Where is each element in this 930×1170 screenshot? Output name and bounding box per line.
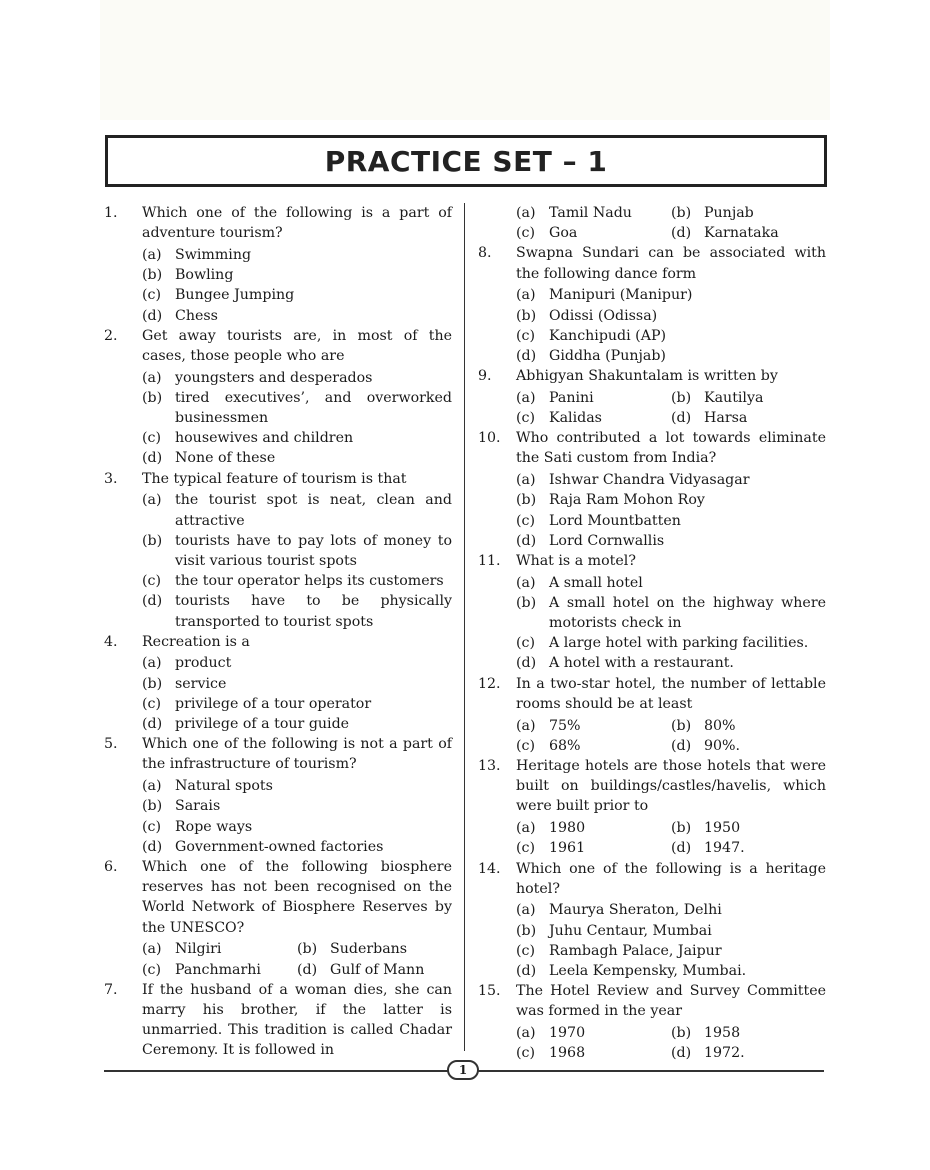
answer-option	[104, 428, 452, 448]
option-letter: (d)	[516, 347, 537, 364]
option-letter: (d)	[516, 963, 537, 980]
option-letter: (c)	[516, 635, 536, 652]
answer-option-grid	[478, 203, 826, 243]
option-letter: (c)	[142, 430, 162, 447]
answer-option	[516, 388, 671, 408]
option-text: A hotel with a restaurant.	[549, 655, 734, 672]
option-letter: (a)	[142, 655, 162, 672]
answer-option	[671, 388, 826, 408]
question-number: 7.	[104, 981, 118, 998]
answer-option	[478, 490, 826, 510]
question-number: 5.	[104, 736, 118, 753]
answer-option	[478, 573, 826, 593]
question-number: 1.	[104, 205, 118, 221]
question-text: Which one of the following is a part of adventure tourism?	[142, 205, 452, 242]
option-letter: (b)	[516, 492, 537, 509]
option-text: 1970	[549, 1025, 586, 1042]
answer-option	[516, 408, 671, 428]
option-text: product	[175, 655, 232, 672]
answer-option	[478, 921, 826, 941]
answer-option-grid	[478, 1023, 826, 1063]
question-number: 8.	[478, 245, 492, 262]
answer-option	[671, 736, 826, 756]
option-text: 1947.	[704, 840, 745, 857]
option-letter: (d)	[516, 532, 537, 549]
option-letter: (c)	[142, 961, 162, 978]
answer-option	[516, 838, 671, 858]
question-text: The typical feature of tourism is that	[142, 470, 407, 487]
answer-option	[671, 203, 826, 223]
option-letter: (c)	[516, 942, 536, 959]
option-letter: (b)	[142, 798, 163, 815]
answer-option	[478, 633, 826, 653]
question-number: 13.	[478, 757, 501, 774]
answer-option	[516, 223, 671, 243]
option-letter: (c)	[142, 287, 162, 304]
answer-option	[478, 470, 826, 490]
question-text: Which one of the following is not a part of the infrastructure of tourism?	[142, 736, 452, 773]
option-text: Maurya Sheraton, Delhi	[549, 902, 722, 919]
option-letter: (a)	[516, 902, 536, 919]
option-letter: (a)	[142, 778, 162, 795]
option-letter: (d)	[142, 450, 163, 467]
option-text: Juhu Centaur, Mumbai	[549, 922, 712, 939]
answer-option	[104, 448, 452, 468]
answer-option	[478, 961, 826, 981]
option-letter: (b)	[142, 532, 163, 549]
option-text: Raja Ram Mohon Roy	[549, 492, 705, 509]
question-text: If the husband of a woman dies, she can marry his brother, if the latter is unmarried. This tradition is called Chadar Ceremony. It is followed in	[142, 981, 452, 1059]
answer-option	[671, 1023, 826, 1043]
answer-option	[478, 346, 826, 366]
option-text: Bowling	[175, 267, 234, 284]
question-text: Which one of the following biosphere reserves has not been recognised on the World Network of Biosphere Reserves by the UNESCO?	[142, 859, 452, 936]
option-text: 1958	[704, 1025, 741, 1042]
option-letter: (c)	[516, 737, 536, 754]
question-text: The Hotel Review and Survey Committee was formed in the year	[516, 983, 826, 1020]
option-text: Ishwar Chandra Vidyasagar	[549, 472, 750, 489]
option-text: the tourist spot is neat, clean and attractive	[175, 492, 452, 529]
option-text: Lord Cornwallis	[549, 532, 665, 549]
option-letter: (b)	[516, 594, 537, 611]
option-text: Kanchipudi (AP)	[549, 327, 667, 344]
answer-option	[671, 818, 826, 838]
question-number: 10.	[478, 430, 501, 447]
answer-option	[104, 674, 452, 694]
question-number: 2.	[104, 327, 118, 344]
question-stem	[478, 674, 826, 714]
option-text: Kalidas	[549, 410, 602, 427]
answer-option	[104, 531, 452, 571]
answer-option	[478, 511, 826, 531]
answer-option	[142, 939, 297, 959]
option-text: tired executives’, and overworked businessmen	[175, 389, 452, 427]
answer-option	[104, 714, 452, 734]
answer-option	[104, 796, 452, 816]
page-number: 1	[458, 1063, 468, 1077]
answer-option	[104, 817, 452, 837]
option-letter: (a)	[142, 246, 162, 263]
answer-option-grid	[478, 716, 826, 756]
answer-option	[478, 900, 826, 920]
answer-option	[104, 285, 452, 305]
option-text: Bungee Jumping	[175, 287, 295, 304]
answer-option	[104, 245, 452, 265]
option-letter: (b)	[671, 389, 692, 406]
option-text: privilege of a tour operator	[175, 695, 372, 712]
option-text: Suderbans	[330, 941, 408, 958]
page-title-box	[105, 135, 827, 187]
option-letter: (c)	[142, 695, 162, 712]
answer-option	[297, 960, 452, 980]
answer-option	[516, 716, 671, 736]
question-stem	[104, 980, 452, 1061]
answer-option	[516, 1023, 671, 1043]
question-number: 15.	[478, 983, 501, 1000]
question-stem	[478, 859, 826, 899]
option-letter: (d)	[142, 716, 163, 733]
question-number: 9.	[478, 368, 492, 385]
option-text: Gulf of Mann	[330, 961, 425, 978]
question-stem	[478, 756, 826, 817]
answer-option	[671, 223, 826, 243]
answer-option-grid	[104, 939, 452, 979]
answer-option	[104, 306, 452, 326]
option-text: 1961	[549, 840, 586, 857]
answer-option	[478, 326, 826, 346]
question-stem	[104, 632, 452, 652]
answer-option	[671, 716, 826, 736]
option-letter: (c)	[516, 410, 536, 427]
option-letter: (b)	[671, 820, 692, 837]
question-stem	[104, 326, 452, 366]
answer-option	[478, 531, 826, 551]
option-text: the tour operator helps its customers	[175, 573, 444, 590]
question-stem	[478, 428, 826, 468]
question-text: In a two-star hotel, the number of lettable rooms should be at least	[516, 675, 826, 712]
option-letter: (b)	[142, 675, 163, 692]
answer-option	[478, 941, 826, 961]
option-text: A large hotel with parking facilities.	[549, 635, 809, 652]
option-letter: (a)	[516, 1025, 536, 1042]
question-stem	[104, 734, 452, 774]
option-text: Rope ways	[175, 818, 253, 835]
option-letter: (d)	[297, 961, 318, 978]
answer-option	[671, 408, 826, 428]
option-text: tourists have to be physically transported to tourist spots	[175, 593, 452, 630]
page-title: PRACTICE SET – 1	[324, 144, 608, 178]
question-text: Recreation is a	[142, 633, 250, 650]
answer-option	[104, 694, 452, 714]
option-letter: (a)	[142, 369, 162, 386]
option-text: service	[175, 675, 227, 692]
answer-option	[478, 653, 826, 673]
option-text: Swimming	[175, 246, 252, 263]
question-text: Who contributed a lot towards eliminate the Sati custom from India?	[516, 430, 826, 467]
option-text: 75%	[549, 717, 581, 734]
option-letter: (a)	[516, 717, 536, 734]
answer-option	[516, 736, 671, 756]
option-letter: (c)	[516, 512, 536, 529]
answer-option	[104, 591, 452, 631]
option-text: housewives and children	[175, 430, 354, 447]
option-text: Panini	[549, 389, 594, 406]
top-margin-band	[100, 0, 830, 120]
option-text: Rambagh Palace, Jaipur	[549, 942, 722, 959]
answer-option-grid	[478, 388, 826, 428]
option-letter: (a)	[142, 492, 162, 509]
option-text: Panchmarhi	[175, 961, 261, 978]
option-letter: (d)	[516, 655, 537, 672]
option-text: Tamil Nadu	[549, 205, 632, 221]
option-text: 90%.	[704, 737, 741, 754]
option-letter: (b)	[297, 941, 318, 958]
option-text: Sarais	[175, 798, 221, 815]
option-text: A small hotel on the highway where motorists check in	[549, 594, 826, 632]
question-number: 4.	[104, 633, 118, 650]
question-number: 11.	[478, 552, 501, 569]
question-number: 14.	[478, 860, 501, 877]
answer-option	[104, 265, 452, 285]
answer-option	[104, 776, 452, 796]
answer-option	[104, 388, 452, 428]
answer-option	[104, 368, 452, 388]
question-stem	[478, 366, 826, 386]
option-letter: (b)	[671, 205, 692, 221]
question-text: Get away tourists are, in most of the cases, those people who are	[142, 327, 452, 364]
answer-option	[516, 203, 671, 223]
question-text: Swapna Sundari can be associated with the following dance form	[516, 245, 826, 282]
option-text: Goa	[549, 225, 578, 242]
option-letter: (b)	[142, 267, 163, 284]
option-letter: (d)	[671, 1045, 692, 1062]
answer-option	[671, 838, 826, 858]
option-text: 80%	[704, 717, 736, 734]
option-text: 1972.	[704, 1045, 745, 1062]
option-text: privilege of a tour guide	[175, 716, 350, 733]
answer-option	[104, 571, 452, 591]
option-letter: (a)	[516, 820, 536, 837]
option-letter: (a)	[516, 472, 536, 489]
option-letter: (d)	[671, 225, 692, 242]
question-number: 12.	[478, 675, 501, 692]
answer-option	[104, 653, 452, 673]
answer-option	[104, 837, 452, 857]
option-letter: (d)	[671, 410, 692, 427]
question-stem	[478, 981, 826, 1021]
option-text: Lord Mountbatten	[549, 512, 681, 529]
question-stem	[478, 551, 826, 571]
question-stem	[104, 469, 452, 489]
option-text: Harsa	[704, 410, 748, 427]
option-letter: (c)	[516, 1045, 536, 1062]
option-letter: (c)	[142, 818, 162, 835]
option-letter: (c)	[516, 225, 536, 242]
option-letter: (b)	[671, 1025, 692, 1042]
question-stem	[104, 857, 452, 938]
question-number: 6.	[104, 859, 118, 875]
option-letter: (d)	[142, 593, 163, 610]
option-text: Nilgiri	[175, 941, 222, 958]
option-text: A small hotel	[549, 574, 643, 591]
option-letter: (a)	[516, 389, 536, 406]
question-stem	[478, 243, 826, 283]
option-text: Government-owned factories	[175, 838, 384, 855]
option-letter: (c)	[142, 573, 162, 590]
option-letter: (d)	[671, 840, 692, 857]
option-letter: (d)	[142, 307, 163, 324]
option-letter: (a)	[516, 287, 536, 304]
option-text: Giddha (Punjab)	[549, 347, 666, 364]
option-letter: (a)	[142, 941, 162, 958]
answer-option	[516, 818, 671, 838]
answer-option	[142, 960, 297, 980]
option-text: Punjab	[704, 205, 754, 221]
question-text: What is a motel?	[516, 552, 636, 569]
option-letter: (b)	[516, 922, 537, 939]
option-letter: (d)	[671, 737, 692, 754]
option-letter: (b)	[142, 389, 163, 406]
answer-option	[516, 1043, 671, 1063]
option-letter: (a)	[516, 205, 536, 221]
question-text: Abhigyan Shakuntalam is written by	[516, 368, 778, 385]
answer-option	[671, 1043, 826, 1063]
option-text: 1950	[704, 820, 741, 837]
option-text: Natural spots	[175, 778, 273, 795]
right-question-column	[478, 203, 826, 1064]
column-divider	[464, 203, 465, 1051]
option-text: Chess	[175, 307, 218, 324]
option-letter: (b)	[516, 307, 537, 324]
option-letter: (d)	[142, 838, 163, 855]
question-number: 3.	[104, 470, 118, 487]
answer-option	[478, 306, 826, 326]
answer-option	[478, 593, 826, 633]
option-text: youngsters and desperados	[175, 369, 373, 386]
question-stem	[104, 203, 452, 243]
option-text: Leela Kempensky, Mumbai.	[549, 963, 747, 980]
option-text: Manipuri (Manipur)	[549, 287, 693, 304]
option-text: Odissi (Odissa)	[549, 307, 658, 324]
option-letter: (a)	[516, 574, 536, 591]
left-question-column	[104, 203, 452, 1062]
option-text: 1968	[549, 1045, 586, 1062]
option-letter: (c)	[516, 840, 536, 857]
answer-option	[297, 939, 452, 959]
option-text: Karnataka	[704, 225, 779, 242]
question-text: Heritage hotels are those hotels that were built on buildings/castles/havelis, which were built prior to	[516, 757, 826, 815]
option-letter: (c)	[516, 327, 536, 344]
option-text: 68%	[549, 737, 581, 754]
option-text: tourists have to pay lots of money to visit various tourist spots	[175, 532, 452, 569]
option-text: 1980	[549, 820, 586, 837]
answer-option	[478, 285, 826, 305]
question-text: Which one of the following is a heritage hotel?	[516, 860, 826, 897]
option-text: Kautilya	[704, 389, 764, 406]
option-text: None of these	[175, 450, 276, 467]
option-letter: (b)	[671, 717, 692, 734]
page-number-badge	[447, 1060, 479, 1080]
answer-option-grid	[478, 818, 826, 858]
answer-option	[104, 490, 452, 530]
